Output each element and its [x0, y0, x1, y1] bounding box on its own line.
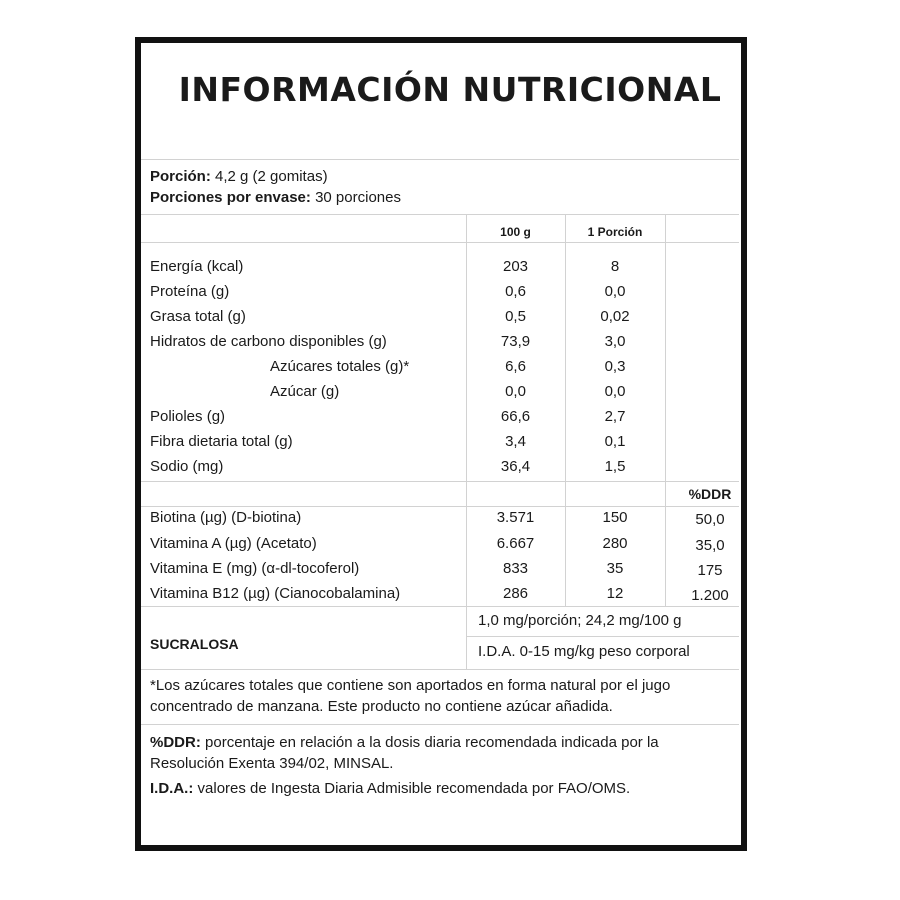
sugars-footnote-line: *Los azúcares totales que contiene son aportados en forma natural por el jugo	[150, 677, 671, 694]
ddr-definition	[150, 734, 659, 752]
nutrient-name: Sodio (mg)	[150, 458, 224, 475]
nutrient-per100: 3,4	[505, 433, 526, 450]
serving-size-label: Porción:	[150, 168, 211, 185]
vitamin-ddr: 50,0	[695, 511, 725, 528]
sucralose-content: 1,0 mg/porción; 24,2 mg/100 g	[478, 612, 682, 629]
nutrient-per100: 6,6	[505, 358, 526, 375]
vitamin-portion: 35	[606, 560, 624, 577]
nutrient-portion: 1,5	[604, 458, 626, 475]
sucralose-ida: I.D.A. 0-15 mg/kg peso corporal	[478, 643, 690, 660]
nutrient-portion: 0,1	[604, 433, 626, 450]
vitamin-ddr: 35,0	[695, 537, 725, 554]
vitamin-name: Vitamina E (mg) (α-dl-tocoferol)	[150, 560, 360, 577]
serving-size	[150, 168, 328, 186]
servings-per-pack-value: 30 porciones	[315, 189, 401, 206]
vitamin-per100: 286	[502, 585, 529, 602]
nutrient-portion: 0,0	[604, 283, 626, 300]
ddr-definition-label: %DDR:	[150, 734, 201, 751]
vitamin-portion: 12	[606, 585, 624, 602]
nutrient-per100: 0,5	[505, 308, 526, 325]
ida-definition-label: I.D.A.:	[150, 780, 194, 797]
nutrient-per100: 66,6	[500, 408, 531, 425]
nutrient-portion: 8	[610, 258, 620, 275]
nutrient-name: Hidratos de carbono disponibles (g)	[150, 333, 387, 350]
sugars-footnote-line: concentrado de manzana. Este producto no contiene azúcar añadida.	[150, 698, 613, 715]
vitamin-name: Vitamina B12 (µg) (Cianocobalamina)	[150, 585, 401, 602]
nutrient-name: Proteína (g)	[150, 283, 230, 300]
divider	[141, 506, 739, 507]
nutrient-portion: 0,3	[604, 358, 626, 375]
vitamin-per100: 833	[502, 560, 529, 577]
column-header-ddr: %DDR	[688, 486, 732, 502]
divider	[141, 214, 739, 215]
nutrient-portion: 0,0	[604, 383, 626, 400]
nutrient-per100: 36,4	[500, 458, 531, 475]
nutrient-name: Azúcar (g)	[270, 383, 340, 400]
divider	[141, 724, 739, 725]
column-header-100g: 100 g	[500, 225, 531, 239]
nutrient-portion: 2,7	[604, 408, 626, 425]
vitamin-name: Biotina (µg) (D-biotina)	[150, 509, 302, 526]
column-header-portion: 1 Porción	[587, 225, 643, 239]
divider	[141, 481, 739, 482]
divider	[141, 242, 739, 243]
nutrient-portion: 0,02	[600, 308, 630, 325]
nutrient-per100: 0,6	[505, 283, 526, 300]
vitamin-name: Vitamina A (µg) (Acetato)	[150, 535, 317, 552]
nutrient-portion: 3,0	[604, 333, 626, 350]
nutrient-name: Azúcares totales (g)*	[270, 358, 410, 375]
servings-per-pack	[150, 189, 401, 207]
nutrient-per100: 0,0	[505, 383, 526, 400]
nutrient-per100: 203	[502, 258, 529, 275]
sucralose-label: SUCRALOSA	[150, 636, 239, 652]
nutrient-name: Grasa total (g)	[150, 308, 246, 325]
vitamin-per100: 6.667	[496, 535, 535, 552]
serving-size-value: 4,2 g (2 gomitas)	[215, 168, 328, 185]
ddr-definition-line: Resolución Exenta 394/02, MINSAL.	[150, 755, 394, 772]
page-title: INFORMACIÓN NUTRICIONAL	[178, 70, 722, 109]
nutrient-name: Energía (kcal)	[150, 258, 244, 275]
ddr-definition-text: porcentaje en relación a la dosis diaria recomendada indicada por la	[205, 734, 659, 751]
divider	[141, 606, 739, 607]
nutrient-per100: 73,9	[500, 333, 531, 350]
vitamin-per100: 3.571	[496, 509, 535, 526]
divider	[141, 159, 739, 160]
vitamin-portion: 280	[602, 535, 628, 552]
servings-per-pack-label: Porciones por envase:	[150, 189, 311, 206]
ida-definition	[150, 780, 630, 798]
vitamin-portion: 150	[602, 509, 628, 526]
vitamin-ddr: 1.200	[691, 587, 729, 604]
divider	[466, 636, 739, 637]
nutrient-name: Polioles (g)	[150, 408, 226, 425]
divider	[141, 669, 739, 670]
ida-definition-text: valores de Ingesta Diaria Admisible recomendada por FAO/OMS.	[197, 780, 631, 797]
vitamin-ddr: 175	[697, 562, 723, 579]
nutrient-name: Fibra dietaria total (g)	[150, 433, 293, 450]
